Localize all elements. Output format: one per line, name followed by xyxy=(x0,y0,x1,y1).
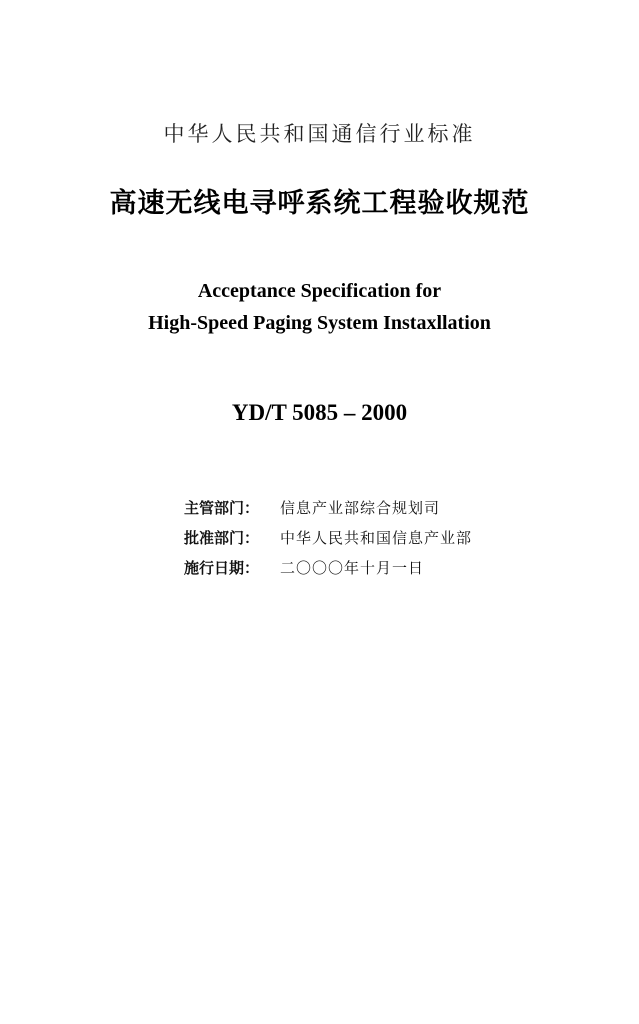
standard-number: YD/T 5085 – 2000 xyxy=(231,400,408,425)
publication-info xyxy=(184,493,472,583)
issuing-body: 中华人民共和国通信行业标准 xyxy=(163,122,476,146)
english-title-line-2: High-Speed Paging System Instaxllation xyxy=(148,312,491,334)
approving-department-row xyxy=(184,523,472,553)
chinese-title: 高速无线电寻呼系统工程验收规范 xyxy=(109,188,530,219)
effective-date-value: 二〇〇〇年十月一日 xyxy=(280,559,425,577)
approving-department-value: 中华人民共和国信息产业部 xyxy=(280,529,473,547)
responsible-department-label: 主管部门： xyxy=(184,499,260,517)
english-title-line-1: Acceptance Specification for xyxy=(197,280,442,302)
approving-department-label: 批准部门： xyxy=(184,529,260,547)
responsible-department-value: 信息产业部综合规划司 xyxy=(280,499,441,517)
responsible-department-row xyxy=(184,493,472,523)
effective-date-label: 施行日期： xyxy=(184,559,260,577)
effective-date-row xyxy=(184,553,472,583)
